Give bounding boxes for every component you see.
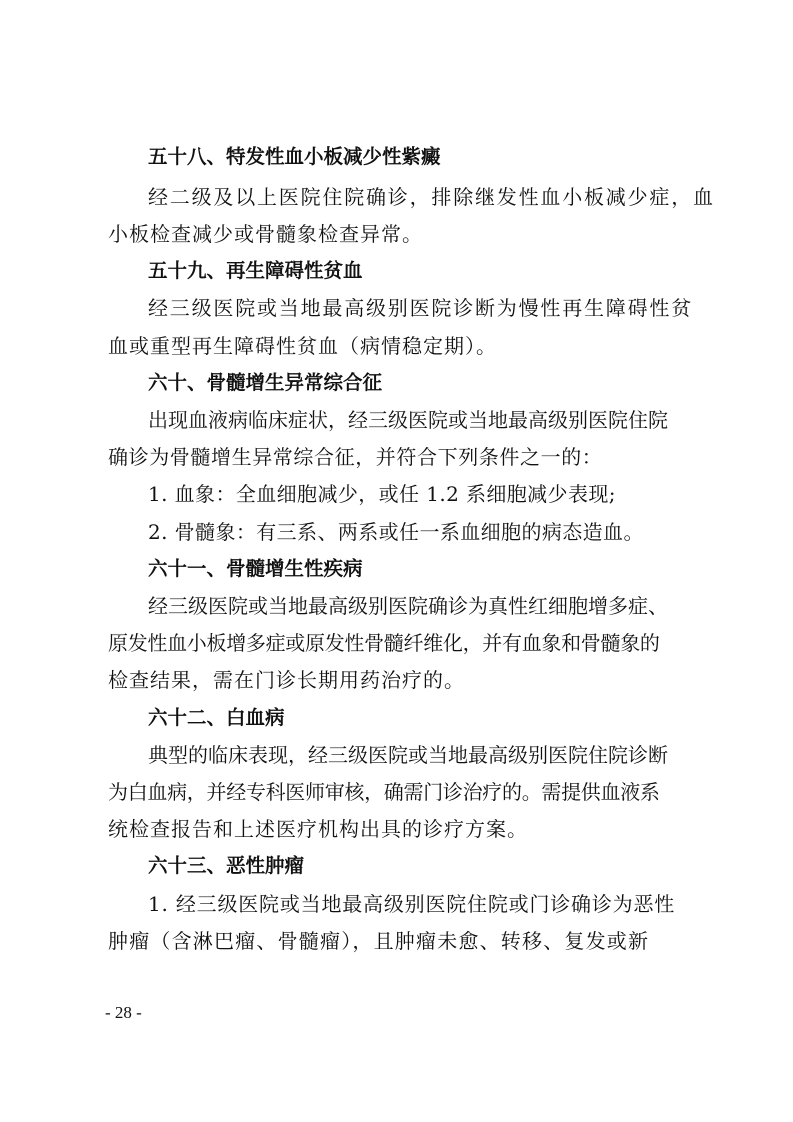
section-heading-59: 五十九、再生障碍性贫血 [148,259,363,282]
paragraph-line: 为白血病，并经专科医师审核，确需门诊治疗的。需提供血液系 [108,780,660,804]
section-heading-60: 六十、骨髓增生异常综合征 [148,371,383,394]
paragraph-line: 肿瘤（含淋巴瘤、骨髓瘤），且肿瘤未愈、转移、复发或新 [108,929,650,953]
paragraph-line: 经三级医院或当地最高级别医院确诊为真性红细胞增多症、 [148,594,668,618]
paragraph-line: 原发性血小板增多症或原发性骨髓纤维化，并有血象和骨髓象的 [108,631,660,655]
page-number: - 28 - [105,1003,142,1022]
paragraph-line: 出现血液病临床症状，经三级医院或当地最高级别医院住院 [148,408,668,432]
section-heading-61: 六十一、骨髓增生性疾病 [148,557,363,580]
paragraph-line: 经二级及以上医院住院确诊，排除继发性血小板减少症，血 [148,185,715,209]
paragraph-line: 检查结果，需在门诊长期用药治疗的。 [108,668,465,692]
section-heading-62: 六十二、白血病 [148,706,285,729]
paragraph-line: 经三级医院或当地最高级别医院诊断为慢性再生障碍性贫 [148,296,693,320]
list-item: 1. 经三级医院或当地最高级别医院住院或门诊确诊为恶性 [148,892,676,916]
paragraph-line: 小板检查减少或骨髓象检查异常。 [108,222,423,246]
list-item: 2. 骨髓象：有三系、两系或任一系血细胞的病态造血。 [148,520,644,544]
section-heading-63: 六十三、恶性肿瘤 [148,854,305,877]
paragraph-line: 典型的临床表现，经三级医院或当地最高级别医院住院诊断 [148,743,668,767]
paragraph-line: 确诊为骨髓增生异常综合征，并符合下列条件之一的： [108,445,603,469]
list-item: 1. 血象：全血细胞减少，或任 1.2 系细胞减少表现; [148,482,616,506]
paragraph-line: 血或重型再生障碍性贫血（病情稳定期）。 [108,334,497,358]
section-heading-58: 五十八、特发性血小板减少性紫癜 [148,145,441,168]
paragraph-line: 统检查报告和上述医疗机构出具的诊疗方案。 [108,817,528,841]
